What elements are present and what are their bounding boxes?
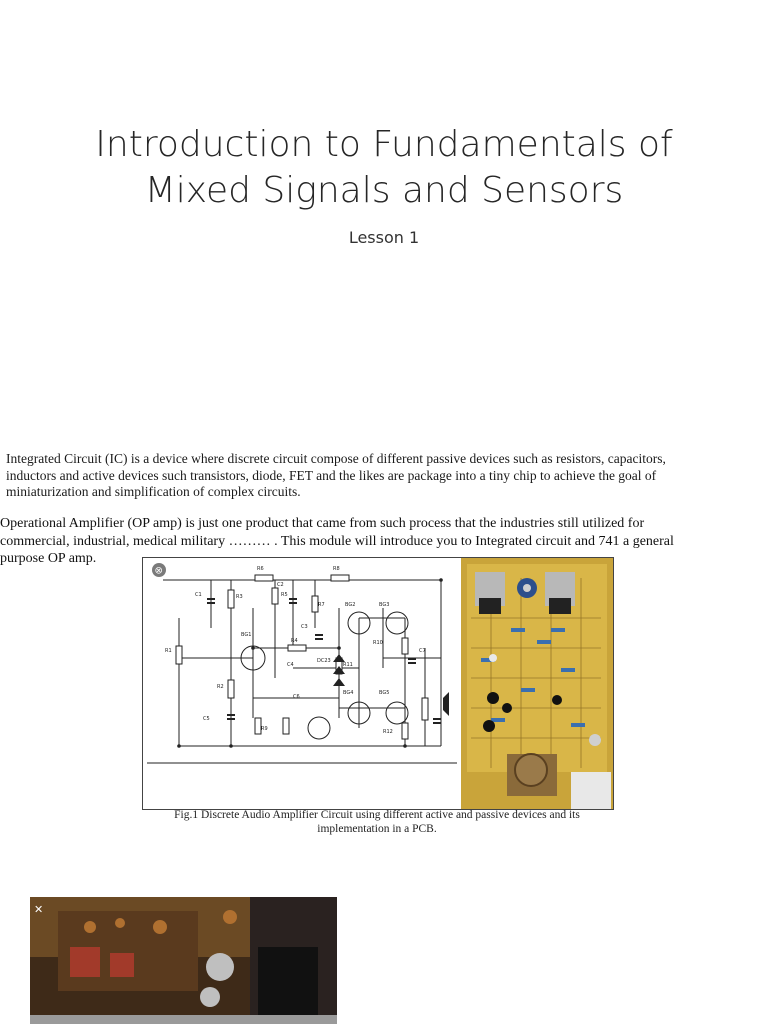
label-r7: R7 bbox=[318, 602, 325, 608]
amplifier-chassis-photo bbox=[30, 897, 337, 1024]
amplifier-figure bbox=[142, 557, 614, 810]
label-r11: R11 bbox=[343, 662, 353, 668]
op-amp-paragraph: Operational Amplifier (OP amp) is just one product that came from such process that the industries still utilized for commercial, industrial, medical military ……… . This module will introduce you to Integrated circuit and 741 a general purpose OP amp. bbox=[0, 516, 674, 566]
label-bg5: BG5 bbox=[379, 690, 390, 696]
label-bg2: BG2 bbox=[345, 602, 356, 608]
slide-title bbox=[0, 122, 768, 214]
label-r4: R4 bbox=[291, 638, 298, 644]
label-r12: R12 bbox=[383, 729, 393, 735]
label-c6: C6 bbox=[293, 694, 300, 700]
label-bg1: BG1 bbox=[241, 632, 252, 638]
label-r1: R1 bbox=[165, 648, 172, 654]
label-c2: C2 bbox=[277, 582, 284, 588]
label-c7: C7 bbox=[419, 648, 426, 654]
label-c1: C1 bbox=[195, 592, 202, 598]
slide-title-line-2: Mixed Signals and Sensors bbox=[144, 170, 624, 211]
slide-title-line-1: Introduction to Fundamentals of bbox=[95, 124, 673, 165]
label-bg3: BG3 bbox=[379, 602, 390, 608]
label-r6: R6 bbox=[257, 566, 264, 572]
ic-definition-paragraph: Integrated Circuit (IC) is a device where discrete circuit compose of different passive devices such as resistors, capacitors, inductors and active devices such transistors, diode, FET and the likes are package into a tiny chip to achieve the goal of miniaturization and simplification of complex circuits. bbox=[6, 451, 666, 499]
label-r3: R3 bbox=[236, 594, 243, 600]
label-c5: C5 bbox=[203, 716, 210, 722]
figure-caption: Fig.1 Discrete Audio Amplifier Circuit using different active and passive devices and its implementation in a PCB. bbox=[174, 809, 580, 835]
label-r5: R5 bbox=[281, 592, 288, 598]
label-r2: R2 bbox=[217, 684, 224, 690]
label-c4: C4 bbox=[287, 662, 294, 668]
close-icon[interactable]: ⊗ bbox=[154, 565, 163, 577]
label-r10: R10 bbox=[373, 640, 383, 646]
amplifier-schematic bbox=[143, 558, 457, 808]
label-r8: R8 bbox=[333, 566, 340, 572]
label-r9: R9 bbox=[261, 726, 268, 732]
label-dc23: DC23 bbox=[317, 658, 331, 664]
label-bg4: BG4 bbox=[343, 690, 354, 696]
photo-close-icon[interactable]: ✕ bbox=[34, 903, 44, 916]
slide-subtitle: Lesson 1 bbox=[348, 228, 420, 247]
pcb-photo bbox=[461, 558, 613, 809]
label-c3: C3 bbox=[301, 624, 308, 630]
